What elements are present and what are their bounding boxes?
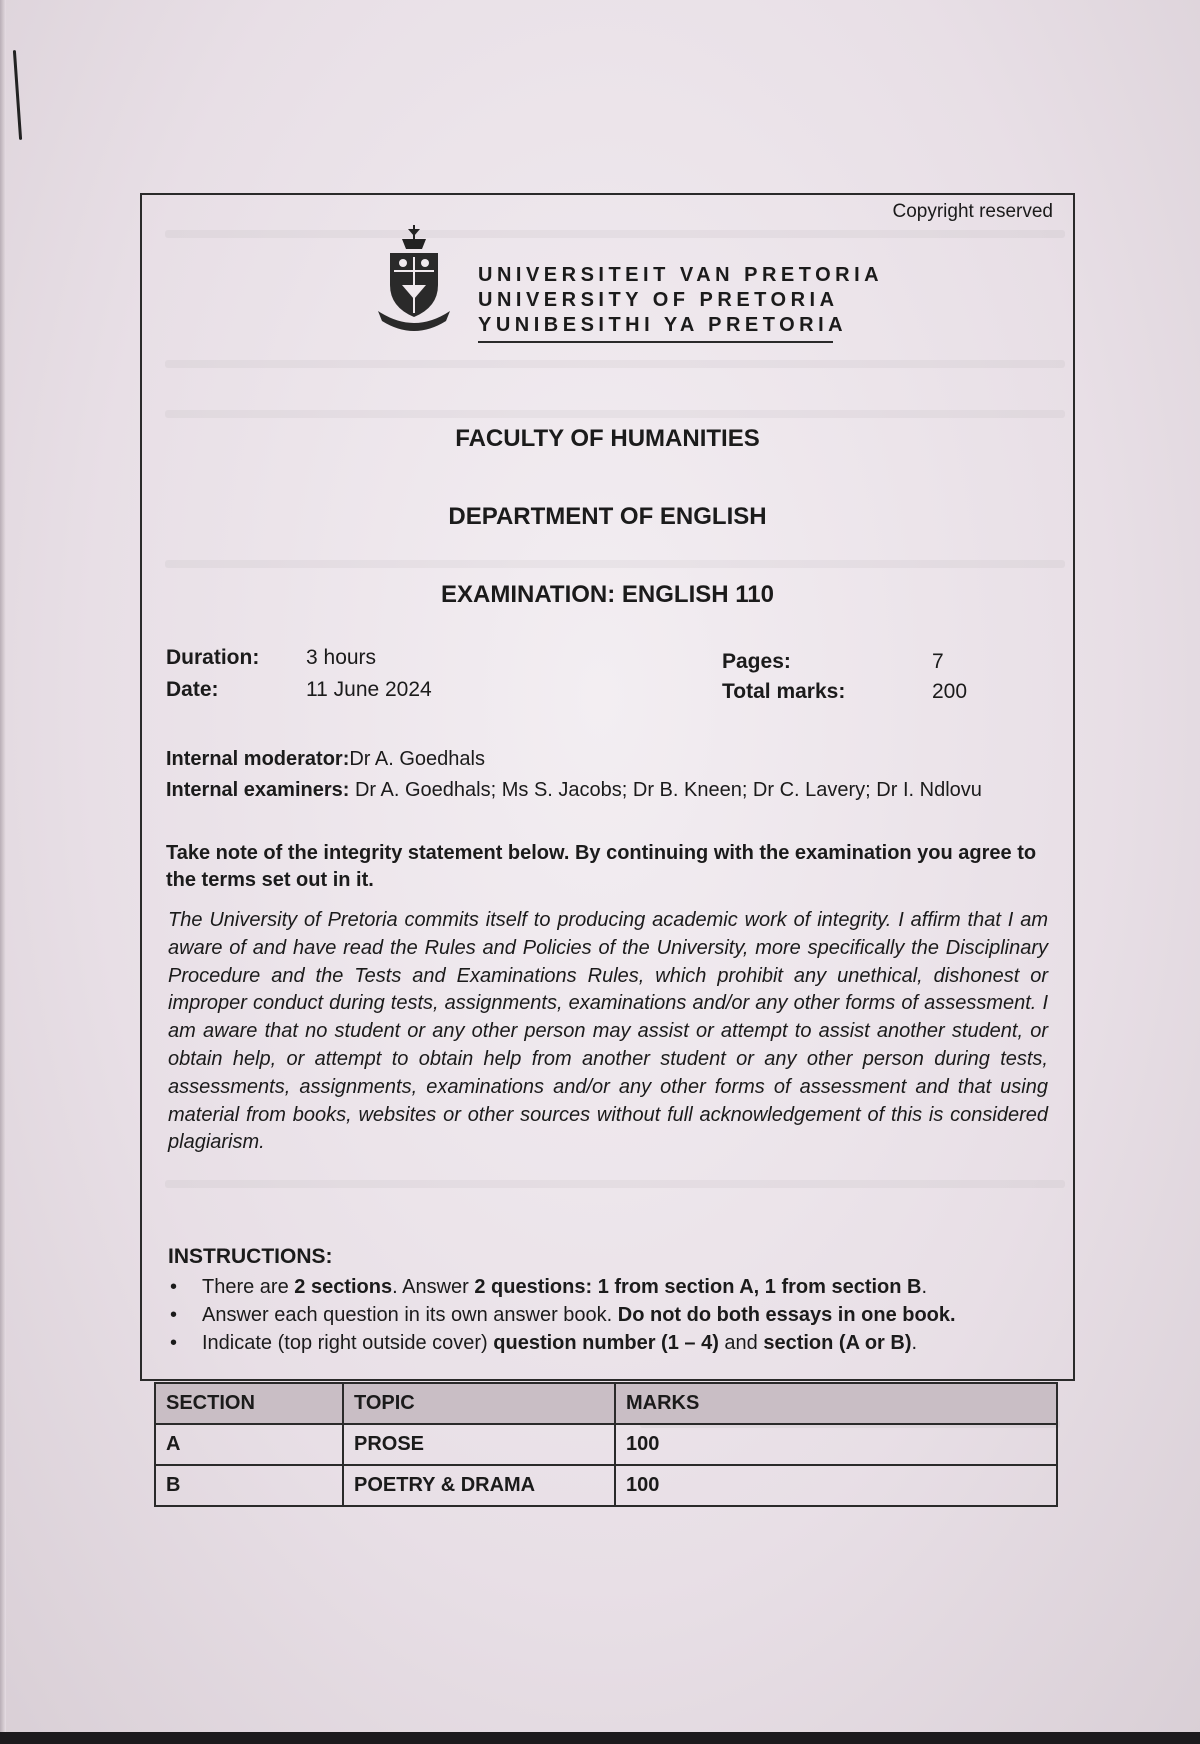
examiners-line <box>166 779 982 802</box>
copyright-notice: Copyright reserved <box>892 201 1053 222</box>
divider <box>478 341 833 343</box>
instruction-item: • Indicate (top right outside cover) question number (1 – 4) and section (A or B). <box>168 1329 1058 1357</box>
department-heading: DEPARTMENT OF ENGLISH <box>448 503 767 530</box>
integrity-statement: The University of Pretoria commits itself to producing academic work of integrity. I affirm that I am aware of and have read the Rules and Policies of the University, more specifically the Disciplinary Procedure and the Tests and Examinations Rules, which prohibit any unethical, dishonest or improper conduct during tests, assignments, examinations and/or any other forms of assessment. I am aware that no student or any other person may assist or attempt to assist another student, or obtain help, or attempt to obtain help from another student or any other person during tests, assessments, assignments, examinations and/or any other forms of assessment and that using material from books, websites or other sources without full acknowledgement of this is considered plagiarism. <box>168 909 1048 1154</box>
table-cell-topic: POETRY & DRAMA <box>343 1465 615 1506</box>
instruction-item: • Answer each question in its own answer book. Do not do both essays in one book. <box>168 1301 1058 1329</box>
instructions-title: INSTRUCTIONS: <box>168 1245 333 1268</box>
pen-mark <box>13 50 22 140</box>
date-label: Date: <box>166 678 219 701</box>
table-row <box>155 1465 1057 1506</box>
moderator-line <box>166 748 485 771</box>
university-name-sepedi: YUNIBESITHI YA PRETORIA <box>478 314 848 336</box>
examiners-value: Dr A. Goedhals; Ms S. Jacobs; Dr B. Kneen; Dr C. Lavery; Dr I. Ndlovu <box>354 779 982 801</box>
table-cell-section: B <box>155 1465 343 1506</box>
table-cell-marks: 100 <box>615 1465 1057 1506</box>
pages-label: Pages: <box>722 650 791 673</box>
instructions-list <box>168 1273 1058 1357</box>
table-cell-section: A <box>155 1424 343 1465</box>
university-name-english: UNIVERSITY OF PRETORIA <box>478 289 839 311</box>
examiners-label: Internal examiners: <box>166 779 350 801</box>
duration-value: 3 hours <box>306 646 377 669</box>
table-header-row <box>155 1383 1057 1424</box>
faculty-heading: FACULTY OF HUMANITIES <box>455 425 760 452</box>
crest-icon <box>372 223 456 333</box>
table-row <box>155 1424 1057 1465</box>
table-cell-topic: PROSE <box>343 1424 615 1465</box>
moderator-value: Dr A. Goedhals <box>349 748 485 770</box>
total-marks-label: Total marks: <box>722 680 846 703</box>
total-marks-value: 200 <box>932 680 968 703</box>
instruction-item: • There are 2 sections. Answer 2 questions: 1 from section A, 1 from section B. <box>168 1273 1058 1301</box>
moderator-label: Internal moderator: <box>166 748 350 770</box>
table-header-topic: TOPIC <box>343 1383 615 1424</box>
exam-title: EXAMINATION: ENGLISH 110 <box>441 581 774 608</box>
university-logo <box>372 223 992 336</box>
pages-value: 7 <box>932 650 944 673</box>
date-value: 11 June 2024 <box>306 678 432 701</box>
marks-table <box>154 1382 1058 1507</box>
paper-edge <box>0 0 6 1744</box>
university-name-afrikaans: UNIVERSITEIT VAN PRETORIA <box>478 264 884 286</box>
table-header-marks: MARKS <box>615 1383 1057 1424</box>
integrity-note: Take note of the integrity statement below. By continuing with the examination you agree to the terms set out in it. <box>166 842 1037 891</box>
university-names <box>478 263 883 338</box>
desk-surface <box>0 1732 1200 1744</box>
table-header-section: SECTION <box>155 1383 343 1424</box>
duration-label: Duration: <box>166 646 260 669</box>
exam-cover-page <box>140 193 1075 1381</box>
table-cell-marks: 100 <box>615 1424 1057 1465</box>
